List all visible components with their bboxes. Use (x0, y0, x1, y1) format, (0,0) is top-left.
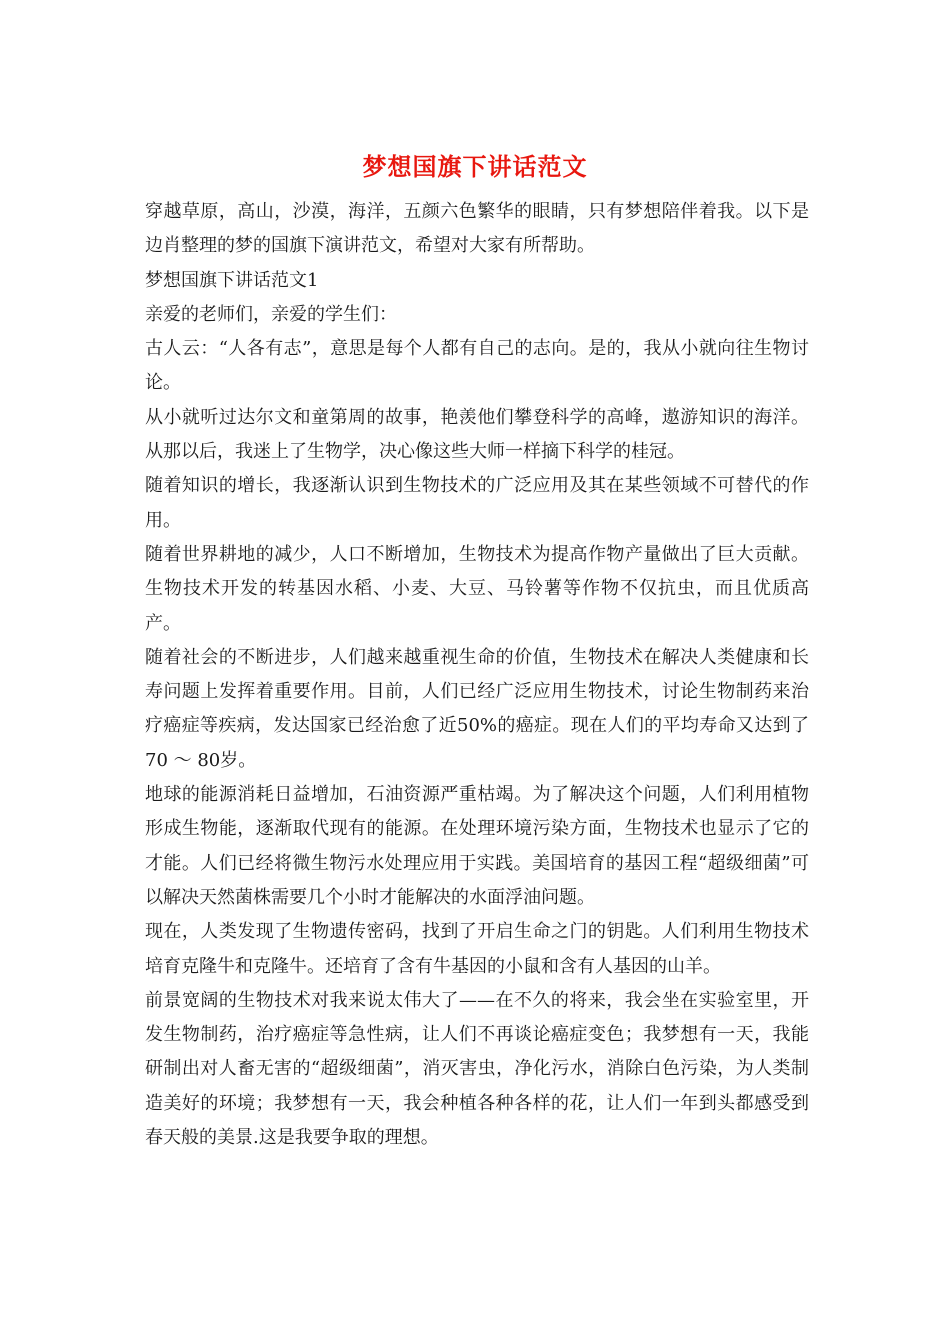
document-body (145, 195, 809, 1155)
paragraph-greeting: 亲爱的老师们，亲爱的学生们： (145, 303, 397, 325)
paragraph-intro: 穿越草原，高山，沙漠，海洋，五颜六色繁华的眼睛，只有梦想陪伴着我。以下是边肖整理的梦的国旗下演讲范文，希望对大家有所帮助。 (145, 201, 809, 257)
paragraph: 现在，人类发现了生物遗传密码，找到了开启生命之门的钥匙。人们利用生物技术培育克隆牛和克隆牛。还培育了含有牛基因的小鼠和含有人基因的山羊。 (145, 921, 809, 977)
paragraph: 从小就听过达尔文和童第周的故事，艳羡他们攀登科学的高峰，遨游知识的海洋。从那以后，我迷上了生物学，决心像这些大师一样摘下科学的桂冠。 (145, 406, 809, 463)
paragraph: 地球的能源消耗日益增加，石油资源严重枯竭。为了解决这个问题，人们利用植物形成生物能，逐渐取代现有的能源。在处理环境污染方面，生物技术也显示了它的才能。人们已经将微生物污水处理应用于实践。美国培育的基因工程“超级细菌”可以解决天然菌株需要几个小时才能解决的水面浮油问题。 (145, 784, 809, 908)
paragraph: 随着世界耕地的减少，人口不断增加，生物技术为提高作物产量做出了巨大贡献。生物技术开发的转基因水稻、小麦、大豆、马铃薯等作物不仅抗虫，而且优质高产。 (145, 543, 809, 634)
section-heading: 梦想国旗下讲话范文1 (145, 269, 319, 291)
page-title: 梦想国旗下讲话范文 (362, 152, 588, 181)
paragraph: 前景宽阔的生物技术对我来说太伟大了——在不久的将来，我会坐在实验室里，开发生物制药，治疗癌症等急性病，让人们不再谈论癌症变色；我梦想有一天，我能研制出对人畜无害的“超级细菌”，消灭害虫，净化污水，消除白色污染，为人类制造美好的环境；我梦想有一天，我会种植各种各样的花，让人们一年到头都感受到春天般的美景.这是我要争取的理想。 (145, 989, 809, 1149)
paragraph: 随着社会的不断进步，人们越来越重视生命的价值，生物技术在解决人类健康和长寿问题上发挥着重要作用。目前，人们已经广泛应用生物技术，讨论生物制药来治疗癌症等疾病，发达国家已经治愈了近50%的癌症。现在人们的平均寿命又达到了70 ～ 80岁。 (145, 646, 809, 771)
paragraph: 随着知识的增长，我逐渐认识到生物技术的广泛应用及其在某些领域不可替代的作用。 (145, 475, 809, 531)
paragraph: 古人云：“人各有志”，意思是每个人都有自己的志向。是的，我从小就向往生物讨论。 (145, 338, 809, 394)
